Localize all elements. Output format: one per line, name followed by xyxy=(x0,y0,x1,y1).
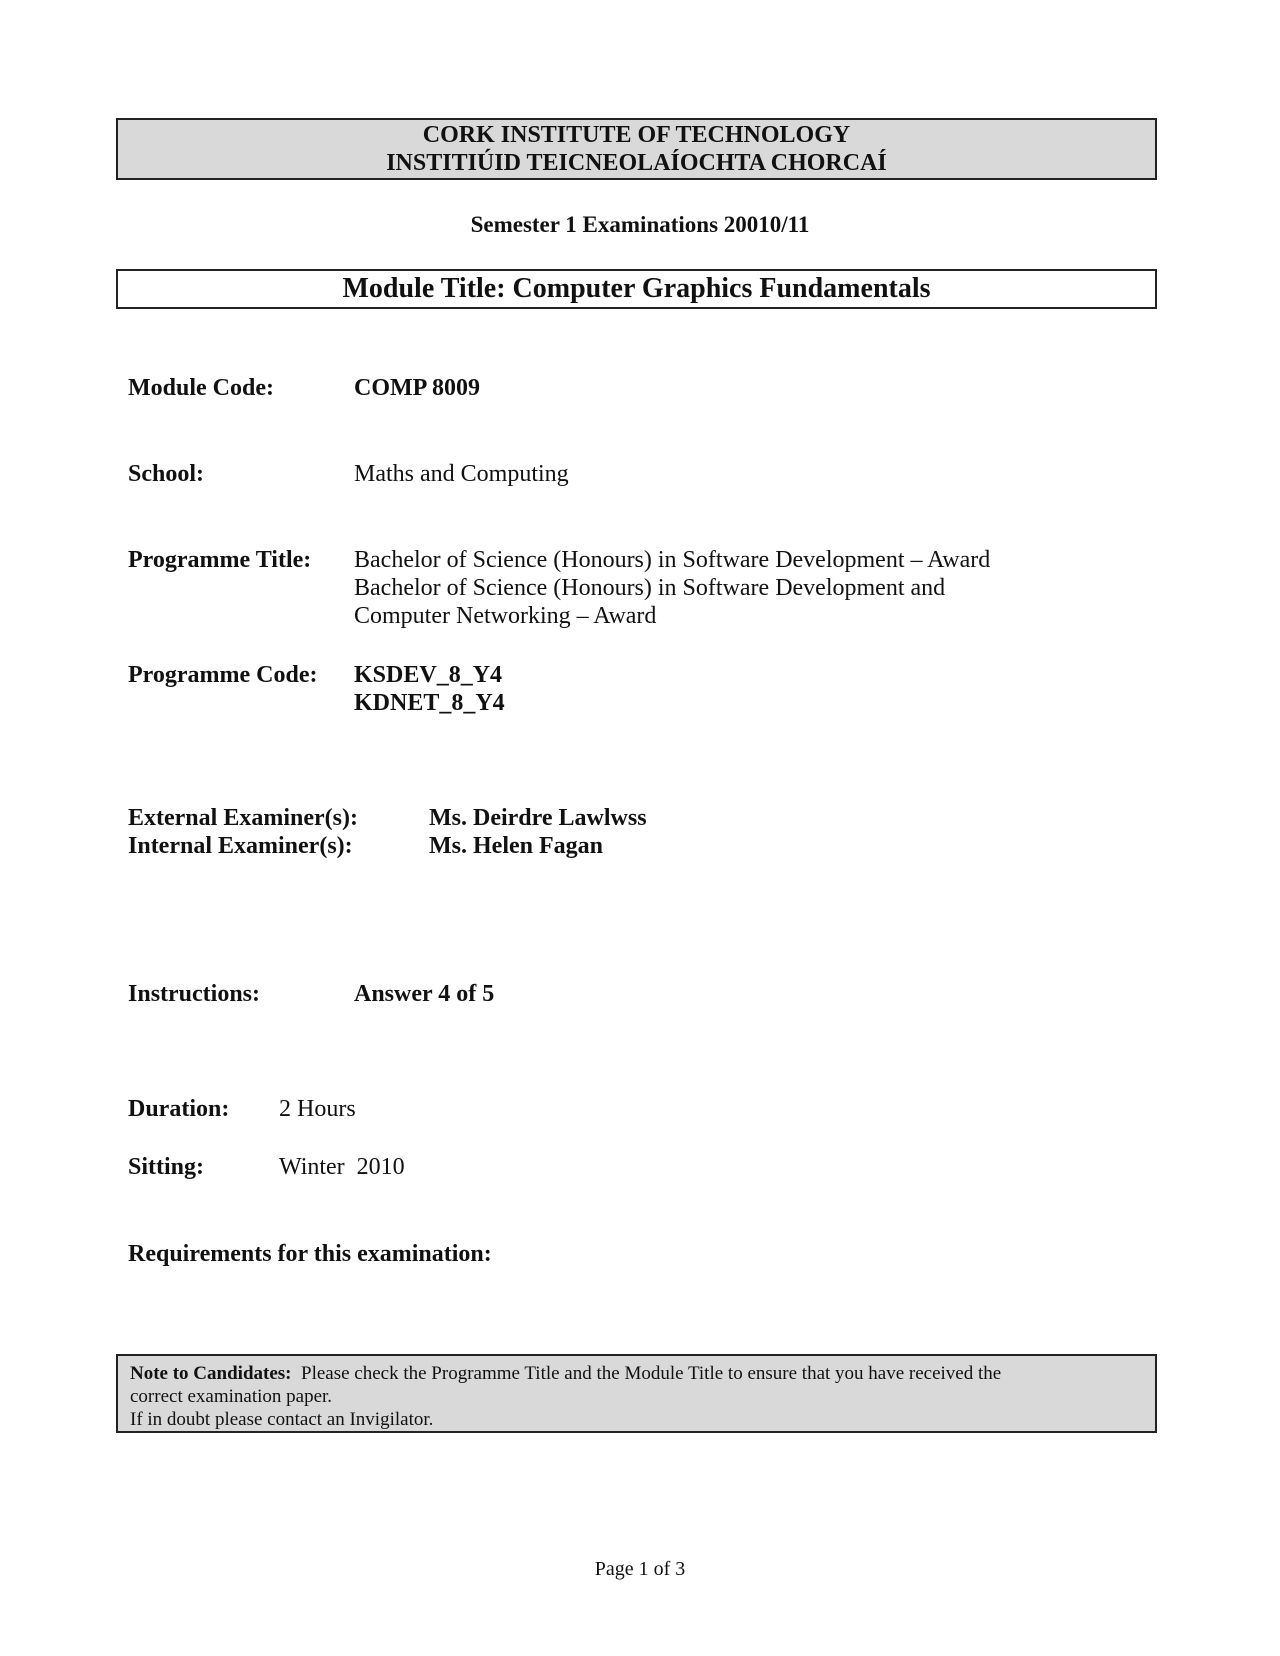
institution-name-irish: INSTITIÚID TEICNEOLAÍOCHTA CHORCAÍ xyxy=(386,150,887,176)
programme-code-label: Programme Code: xyxy=(128,662,318,688)
programme-title-line-1: Bachelor of Science (Honours) in Software Development – Award xyxy=(354,547,991,573)
semester-heading: Semester 1 Examinations 20010/11 xyxy=(470,212,810,237)
note-text: Please check the Programme Title and the Module Title to ensure that you have received the xyxy=(301,1363,1002,1384)
external-examiner-label: External Examiner(s): xyxy=(128,805,358,831)
instructions-value: Answer 4 of 5 xyxy=(354,981,495,1007)
module-code-value: COMP 8009 xyxy=(354,375,480,401)
programme-code-line-1: KSDEV_8_Y4 xyxy=(354,662,503,688)
programme-code-line-2: KDNET_8_Y4 xyxy=(354,690,505,716)
school-label: School: xyxy=(128,461,205,487)
note-to-candidates-box xyxy=(116,1354,1157,1433)
sitting-value: Winter 2010 xyxy=(279,1154,405,1180)
internal-examiner-value: Ms. Helen Fagan xyxy=(429,833,603,859)
school-value: Maths and Computing xyxy=(354,461,569,487)
institution-name: CORK INSTITUTE OF TECHNOLOGY xyxy=(422,122,851,148)
sitting-label: Sitting: xyxy=(128,1154,205,1180)
institution-header xyxy=(116,118,1157,180)
duration-value: 2 Hours xyxy=(279,1096,356,1122)
instructions-label: Instructions: xyxy=(128,981,261,1007)
note-label: Note to Candidates: xyxy=(130,1363,292,1384)
duration-label: Duration: xyxy=(128,1096,230,1122)
requirements-label: Requirements for this examination: xyxy=(128,1241,492,1267)
note-line-2: correct examination paper. xyxy=(130,1386,333,1407)
note-line-1 xyxy=(130,1362,1143,1385)
internal-examiner-label: Internal Examiner(s): xyxy=(128,833,353,859)
programme-title-line-3: Computer Networking – Award xyxy=(354,603,657,629)
programme-title-label: Programme Title: xyxy=(128,547,312,573)
page-number: Page 1 of 3 xyxy=(594,1558,686,1580)
module-title: Module Title: Computer Graphics Fundamentals xyxy=(342,273,931,304)
module-title-box xyxy=(116,269,1157,309)
programme-title-line-2: Bachelor of Science (Honours) in Software Development and xyxy=(354,575,946,601)
module-code-label: Module Code: xyxy=(128,375,274,401)
note-line-3: If in doubt please contact an Invigilator. xyxy=(130,1409,434,1430)
external-examiner-value: Ms. Deirdre Lawlwss xyxy=(429,805,647,831)
